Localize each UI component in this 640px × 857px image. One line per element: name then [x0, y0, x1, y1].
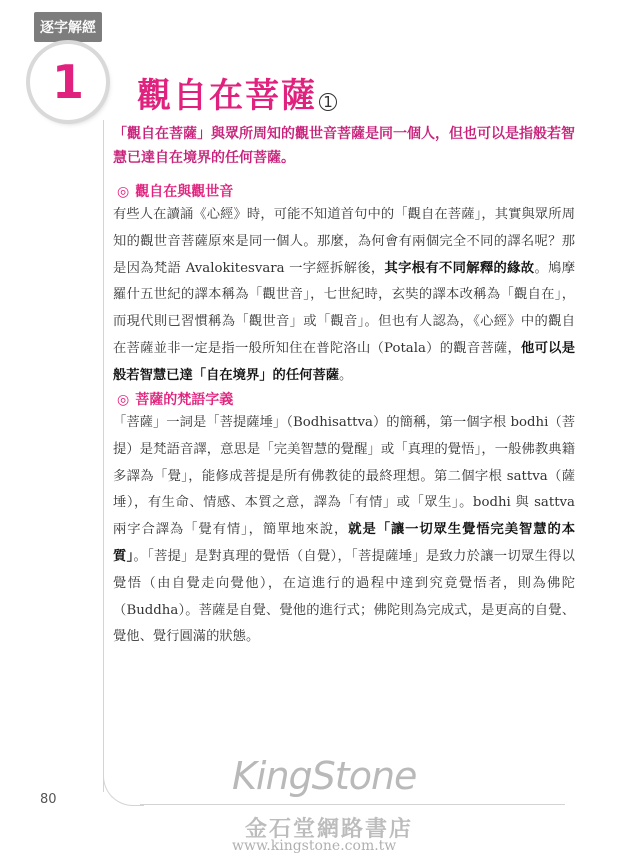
chapter-badge: [30, 44, 106, 120]
emphasis-text: 就是「讓一切眾生覺悟完美智慧的本質」: [113, 522, 576, 564]
page-title: [137, 68, 337, 117]
emphasis-text: 他可以是般若智慧已達「自在境界」的任何菩薩: [113, 340, 576, 383]
margin-line: [103, 120, 104, 792]
paragraph-text: 「菩薩」一詞是「菩提薩埵」（Bodhisattva）的簡稱，第一個字根 bodhi（菩提）是梵語音譯，意思是「完美智慧的覺醒」或「真理的覺悟」，一般佛教典籍多譯為「覺」，能修成菩提是所有佛教徒的最終理想。第二個字根 sattva（薩埵），有生命、情感、本質之意，譯為「有情」或「眾生」。bodhi 與 sattva 兩字合譯為「覺有情」，簡單地來說，: [113, 415, 575, 538]
section-heading-2: [117, 389, 233, 409]
emphasis-text: 其字根有不同解釋的緣故: [384, 260, 535, 276]
watermark-chinese: 金石堂網路書店: [245, 816, 414, 842]
section-marker-icon: ◎: [117, 184, 130, 200]
section-tab: 逐字解經: [34, 12, 102, 42]
bottom-rule: [140, 804, 565, 805]
section-paragraph-1: [113, 202, 575, 390]
page-title-text: 觀自在菩薩: [137, 76, 317, 116]
chapter-number: 1: [51, 55, 84, 109]
page-number: 80: [40, 792, 57, 807]
section-heading-text: 觀自在與觀世音: [135, 184, 234, 200]
section-heading-1: [117, 181, 233, 201]
section-marker-icon: ◎: [117, 392, 130, 408]
paragraph-text: 。鳩摩羅什五世紀的譯本稱為「觀世音」，七世紀時，玄奘的譯本改稱為「觀自在」，而現代則已習慣稱為「觀世音」或「觀音」。但也有人認為，《心經》中的觀自在菩薩並非一定是指一般所知住在普陀洛山（Potala）的觀音菩薩，: [113, 260, 576, 356]
paragraph-text: 。: [339, 367, 353, 383]
paragraph-text: 。「菩提」是對真理的覺悟（自覺），「菩提薩埵」是致力於讓一切眾生得以覺悟（由自覺走向覺他），在這進行的過程中達到究竟覺悟者，則為佛陀（Buddha）。菩薩是自覺、覺他的進行式；佛陀則為完成式，是更高的自覺、覺他、覺行圓滿的狀態。: [113, 548, 575, 645]
intro-summary: 「觀自在菩薩」與眾所周知的觀世音菩薩是同一個人，但也可以是指般若智慧已達自在境界的任何菩薩。: [113, 126, 575, 166]
title-footnote-marker: 1: [319, 93, 337, 111]
watermark-url: www.kingstone.com.tw: [232, 838, 397, 854]
watermark-logo: KingStone: [232, 754, 417, 798]
section-paragraph-2: [113, 410, 575, 651]
paragraph-text: 有些人在讀誦《心經》時，可能不知道首句中的「觀自在菩薩」，其實與眾所周知的觀世音菩薩原來是同一個人。那麼，為何會有兩個完全不同的譯名呢？那是因為梵語 Avalokitesvara 一字經拆解後，: [113, 207, 575, 276]
section-heading-text: 菩薩的梵語字義: [135, 392, 234, 408]
margin-curve: [103, 770, 144, 806]
